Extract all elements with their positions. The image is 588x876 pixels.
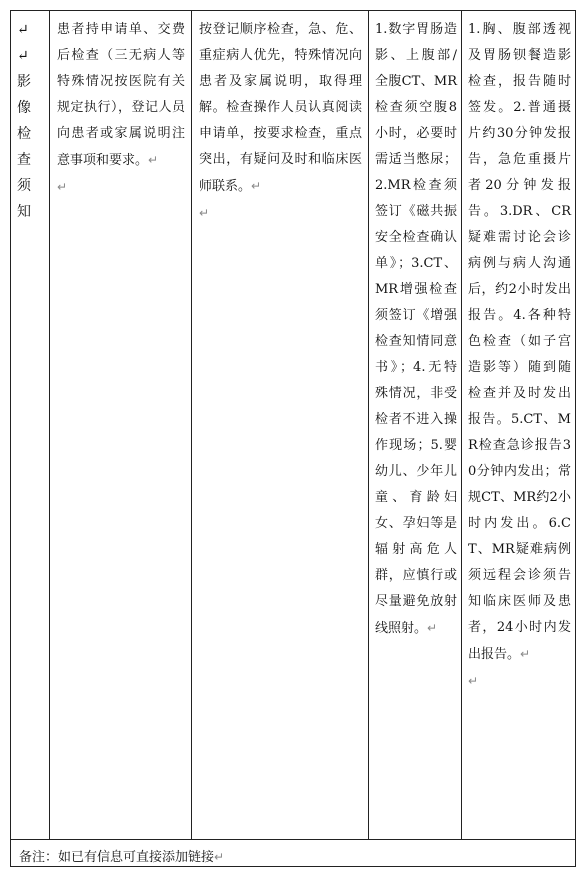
- row-header-char: 影: [17, 74, 31, 90]
- precautions-cell: [369, 11, 461, 642]
- row-header-char: 检: [17, 126, 31, 142]
- procedure-text: 患者持申请单、交费后检查（三无病人等特殊情况按医院有关规定执行），登记人员向患者或家属说明注意事项和要求。: [57, 22, 185, 168]
- order-cell: [192, 11, 368, 227]
- return-mark: ↵: [148, 153, 159, 167]
- return-mark: ↵: [214, 850, 225, 864]
- return-mark: ↵: [520, 647, 531, 661]
- order-text: 按登记顺序检查，急、危、重症病人优先，特殊情况向患者及家属说明，取得理解。检查操作人员认真阅读申请单，按要求检查，重点突出，有疑问及时和临床医师联系。: [199, 22, 362, 194]
- remark-text: 备注：如已有信息可直接添加链接: [19, 850, 215, 865]
- row-header-char: 像: [17, 100, 31, 116]
- row-header-char: ↵: [17, 22, 29, 38]
- return-mark: ↵: [199, 206, 210, 220]
- row-header-char: ↵: [17, 48, 29, 64]
- precautions-text: 1.数字胃肠造影、上腹部/全腹CT、MR检查须空腹8小时，必要时需适当憋尿；2.MR检查须签订《磁共振安全检查确认单》；3.CT、MR增强检查须签订《增强检查知情同意书》；4.无特殊情况，非受检者不进入操作现场；5.婴幼儿、少年儿童、育龄妇女、孕妇等是辐射高危人群，应慎行或尽量避免放射线照射。: [375, 22, 457, 636]
- report-time-cell: [462, 11, 577, 695]
- remark-note: [19, 847, 224, 868]
- report-time-text: 1.胸、腹部透视及胃肠钡餐造影检查，报告随时签发。2.普通摄片约30分钟发报告，急危重摄片者20分钟发报告。3.DR、CR疑难需讨论会诊病例与病人沟通后，约2小时发出报告。4.各种特色检查（如子宫造影等）随到随检查并及时发出报告。5.CT、MR检查急诊报告30分钟内发出；常规CT、MR约2小时内发出。6.CT、MR疑难病例须远程会诊须告知临床医师及患者，24小时内发出报告。: [468, 22, 571, 662]
- row-header-char: 查: [17, 152, 31, 168]
- row-header-cell: [11, 11, 49, 225]
- return-mark: ↵: [251, 179, 262, 193]
- procedure-cell: [50, 11, 191, 201]
- info-table: [10, 10, 576, 867]
- row-header-char: 知: [17, 204, 31, 220]
- row-divider: [11, 839, 575, 840]
- return-mark: ↵: [468, 674, 479, 688]
- return-mark: ↵: [57, 180, 68, 194]
- row-header-char: 须: [17, 178, 31, 194]
- return-mark: ↵: [427, 621, 438, 635]
